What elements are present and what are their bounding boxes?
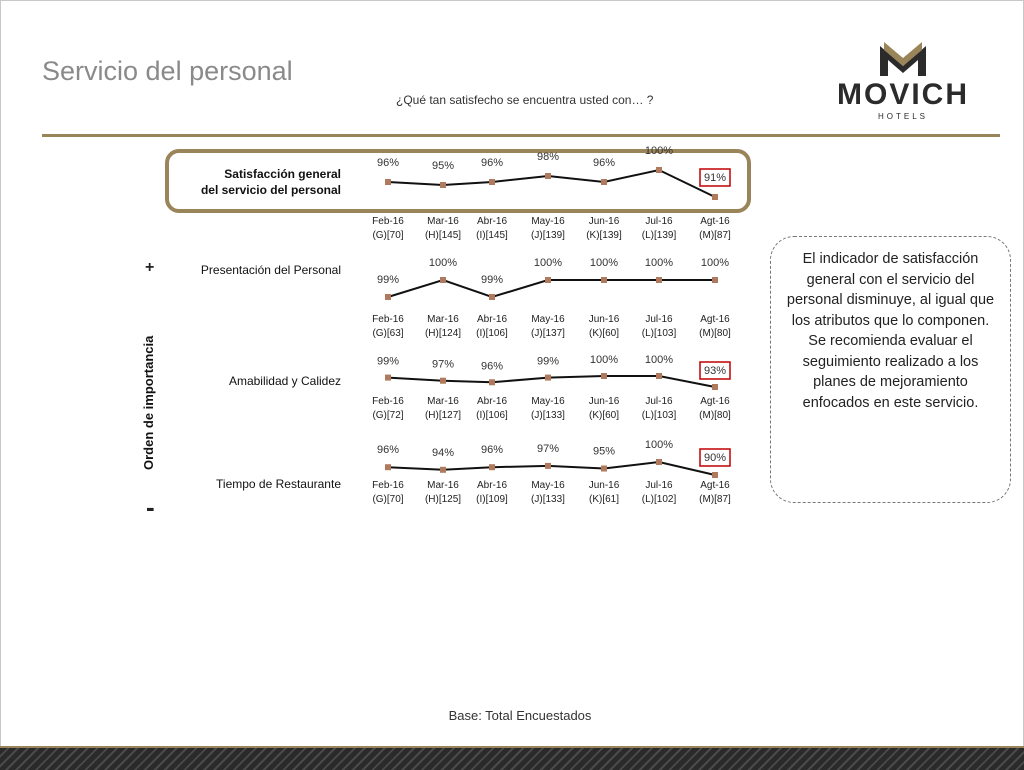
data-point	[656, 459, 662, 465]
data-label: 94%	[431, 446, 455, 459]
data-point	[440, 467, 446, 473]
data-label: 96%	[480, 444, 504, 457]
tick-label: Jul-16	[645, 216, 673, 227]
data-point	[545, 463, 551, 469]
tick-label: Abr-16	[476, 396, 508, 407]
data-label: 95%	[431, 160, 455, 172]
tick-label: (H)[145]	[424, 230, 462, 241]
tick-label: (J)[137]	[531, 328, 565, 339]
tick-label: Mar-16	[427, 216, 459, 227]
tick-label: (J)[139]	[531, 230, 565, 241]
data-label: 98%	[536, 151, 560, 163]
tick-label: (L)[103]	[641, 328, 677, 339]
tick-label: (L)[139]	[641, 230, 677, 241]
data-point	[545, 173, 551, 179]
tick-label: Feb-16	[372, 216, 404, 227]
data-point	[601, 179, 607, 185]
tick-label: (G)[72]	[372, 410, 404, 421]
data-point	[385, 375, 391, 381]
data-label: 100%	[428, 257, 458, 269]
importance-minus: -	[146, 492, 155, 522]
data-label: 100%	[589, 354, 619, 366]
data-label: 100%	[644, 257, 674, 269]
data-label: 97%	[431, 358, 455, 371]
data-label: 99%	[480, 274, 504, 286]
tick-label: Jun-16	[588, 216, 620, 227]
tick-label: Abr-16	[476, 480, 508, 491]
data-point	[385, 464, 391, 470]
tick-label: (L)[102]	[641, 494, 677, 505]
tick-label: Jul-16	[645, 396, 673, 407]
tick-label: (G)[70]	[372, 494, 404, 505]
data-point	[712, 472, 718, 478]
tick-label: (H)[127]	[424, 410, 462, 421]
logo-sub: HOTELS	[877, 112, 928, 121]
footer-band	[0, 746, 1024, 770]
data-label: 95%	[592, 445, 616, 458]
data-point	[712, 277, 718, 283]
tick-label: Jul-16	[645, 314, 673, 325]
row-label-restaurante: Tiempo de Restaurante	[216, 477, 341, 491]
importance-plus: +	[145, 259, 155, 276]
data-label: 91%	[703, 172, 727, 184]
tick-label: (M)[87]	[699, 494, 731, 505]
row-label-satisfaccion-line2: del servicio del personal	[200, 183, 341, 197]
data-point	[601, 277, 607, 283]
importance-axis-label: Orden de importancia	[141, 335, 156, 470]
data-label: 96%	[376, 157, 400, 169]
data-label: 96%	[592, 157, 616, 169]
data-label: 100%	[644, 439, 674, 451]
data-point	[489, 464, 495, 470]
data-label: 100%	[644, 145, 674, 157]
tick-label: Feb-16	[372, 396, 404, 407]
data-point	[656, 167, 662, 173]
data-label: 96%	[376, 444, 400, 457]
data-point	[440, 277, 446, 283]
tick-label: Agt-16	[700, 396, 730, 407]
tick-label: (K)[139]	[586, 230, 622, 241]
data-point	[489, 179, 495, 185]
data-label: 99%	[536, 355, 560, 368]
tick-label: Jun-16	[588, 396, 620, 407]
data-label: 99%	[376, 274, 400, 286]
data-label: 100%	[700, 257, 730, 269]
tick-label: (I)[106]	[476, 410, 508, 421]
tick-label: (I)[109]	[476, 494, 508, 505]
tick-label: Agt-16	[700, 480, 730, 491]
row-label-amabilidad: Amabilidad y Calidez	[228, 374, 341, 388]
tick-label: (G)[70]	[372, 230, 404, 241]
data-point	[440, 378, 446, 384]
tick-label: Jun-16	[588, 480, 620, 491]
tick-label: (L)[103]	[641, 410, 677, 421]
data-label: 100%	[644, 354, 674, 366]
insight-callout: El indicador de satisfacción general con el servicio del personal disminuye, al igual que los atributos que lo componen. Se recomienda evaluar el seguimiento realizado a los planes de mejoramiento enfocados en este servicio.	[770, 236, 1011, 503]
data-point	[545, 277, 551, 283]
tick-label: Jun-16	[588, 314, 620, 325]
data-label: 93%	[703, 365, 727, 377]
tick-label: (K)[61]	[588, 494, 620, 505]
data-label: 96%	[480, 157, 504, 169]
data-point	[656, 277, 662, 283]
tick-label: May-16	[531, 396, 565, 407]
logo-brand: MOVICH	[837, 78, 969, 111]
tick-label: Feb-16	[372, 480, 404, 491]
row-label-presentacion: Presentación del Personal	[200, 263, 341, 277]
data-point	[712, 384, 718, 390]
tick-label: Mar-16	[427, 314, 459, 325]
tick-label: (H)[125]	[424, 494, 462, 505]
data-point	[545, 375, 551, 381]
data-point	[712, 194, 718, 200]
tick-label: May-16	[531, 314, 565, 325]
tick-label: Abr-16	[476, 314, 508, 325]
data-point	[601, 373, 607, 379]
tick-label: (K)[60]	[588, 328, 620, 339]
row-label-satisfaccion-line1: Satisfacción general	[224, 167, 341, 181]
data-label: 100%	[533, 257, 563, 269]
tick-label: Mar-16	[427, 480, 459, 491]
tick-label: Jul-16	[645, 480, 673, 491]
data-label: 96%	[480, 360, 504, 373]
series-line	[388, 170, 715, 197]
tick-label: (I)[145]	[476, 230, 508, 241]
series-line	[388, 462, 715, 475]
tick-label: (H)[124]	[424, 328, 462, 339]
tick-label: Agt-16	[700, 216, 730, 227]
data-label: 100%	[589, 257, 619, 269]
data-point	[385, 179, 391, 185]
tick-label: (G)[63]	[372, 328, 404, 339]
data-label: 90%	[703, 452, 727, 464]
tick-label: (J)[133]	[531, 494, 565, 505]
data-point	[656, 373, 662, 379]
data-label: 97%	[536, 442, 560, 455]
data-point	[385, 294, 391, 300]
base-note: Base: Total Encuestados	[448, 708, 592, 723]
series-line	[388, 376, 715, 387]
tick-label: Mar-16	[427, 396, 459, 407]
data-point	[489, 294, 495, 300]
data-point	[489, 379, 495, 385]
series-line	[388, 280, 715, 297]
tick-label: Agt-16	[700, 314, 730, 325]
tick-label: (I)[106]	[476, 328, 508, 339]
tick-label: (M)[87]	[699, 230, 731, 241]
data-label: 99%	[376, 355, 400, 368]
tick-label: Feb-16	[372, 314, 404, 325]
tick-label: May-16	[531, 216, 565, 227]
tick-label: (M)[80]	[699, 410, 731, 421]
data-point	[440, 182, 446, 188]
tick-label: (K)[60]	[588, 410, 620, 421]
data-point	[601, 466, 607, 472]
tick-label: (J)[133]	[531, 410, 565, 421]
page-title: Servicio del personal	[42, 56, 293, 86]
tick-label: Abr-16	[476, 216, 508, 227]
tick-label: (M)[80]	[699, 328, 731, 339]
tick-label: May-16	[531, 480, 565, 491]
survey-question: ¿Qué tan satisfecho se encuentra usted con… ?	[396, 93, 654, 107]
